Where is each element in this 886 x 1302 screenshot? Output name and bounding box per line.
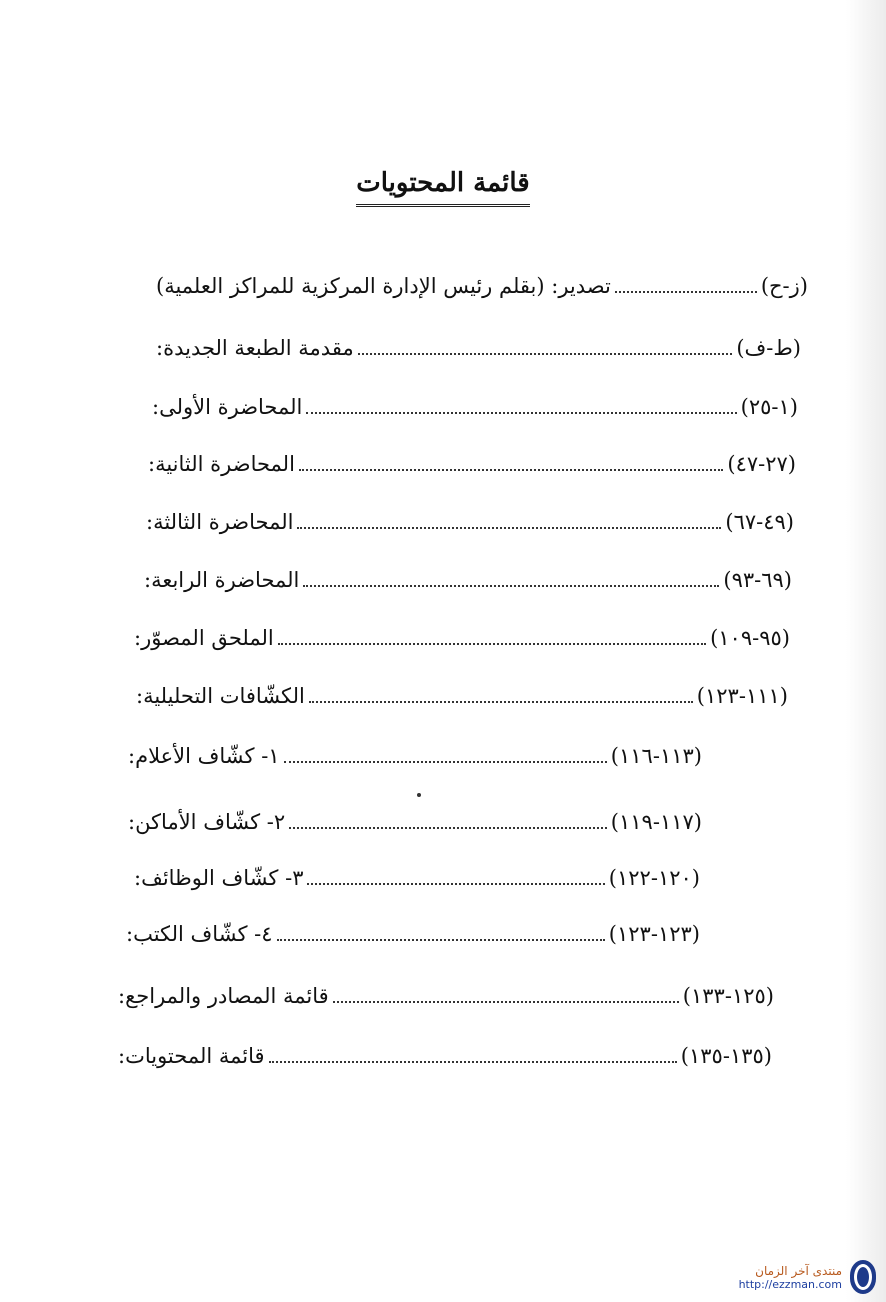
toc-entry	[150, 266, 812, 306]
toc-leader-dots	[303, 585, 719, 587]
watermark-url: http://ezzman.com	[738, 1277, 842, 1291]
toc-entry-label: الملحق المصوّر:	[134, 626, 274, 650]
toc-entry	[142, 444, 800, 484]
toc-entry-pages: (١٢٣-١٢٣)	[608, 922, 700, 946]
toc-entry-pages: (١٢٥-١٣٣)	[682, 984, 774, 1008]
toc-entry	[150, 328, 805, 368]
toc-entry-label: قائمة المحتويات:	[118, 1044, 265, 1068]
toc-leader-dots	[297, 527, 721, 529]
toc-entry	[112, 976, 778, 1016]
toc-entry-label: مقدمة الطبعة الجديدة:	[156, 336, 354, 360]
toc-entry-label: قائمة المصادر والمراجع:	[118, 984, 329, 1008]
watermark-brand: منتدى آخر الزمان	[755, 1263, 842, 1278]
toc-entry	[146, 387, 802, 427]
toc-entry-pages: (١١٧-١١٩)	[610, 810, 702, 834]
toc-leader-dots	[289, 827, 607, 829]
watermark-text	[739, 1264, 842, 1291]
toc-entry-pages: (١١٣-١١٦)	[610, 744, 702, 768]
toc-entry	[120, 914, 704, 954]
toc-entry-label: المحاضرة الأولى:	[152, 395, 303, 419]
toc-entry	[122, 736, 706, 776]
toc-entry-pages: (١٣٥-١٣٥)	[680, 1044, 772, 1068]
toc-leader-dots	[615, 291, 757, 293]
toc-entry	[140, 502, 798, 542]
toc-leader-dots	[333, 1001, 679, 1003]
toc-entry-pages: (٢٧-٤٧)	[727, 452, 796, 476]
toc-entry-pages: (١٢٠-١٢٢)	[608, 866, 700, 890]
toc-entry-label: المحاضرة الرابعة:	[144, 568, 300, 592]
toc-entry-label: المحاضرة الثالثة:	[146, 510, 294, 534]
toc-entry-label: ٣- كشّاف الوظائف:	[134, 866, 304, 890]
toc-entry	[112, 1036, 776, 1076]
watermark	[739, 1260, 876, 1294]
toc-entry	[122, 802, 706, 842]
toc-entry	[128, 858, 704, 898]
toc-entry-pages: (٩٥-١٠٩)	[710, 626, 790, 650]
toc-entry	[130, 676, 792, 716]
toc-entry-pages: (٦٩-٩٣)	[723, 568, 792, 592]
toc-entry-pages: (ز-ح)	[760, 274, 808, 298]
forum-logo-icon	[850, 1260, 876, 1294]
page-title	[0, 168, 886, 207]
toc-leader-dots	[278, 643, 706, 645]
page-title-text: قائمة المحتويات	[356, 168, 529, 207]
scan-speck	[417, 793, 421, 797]
toc-leader-dots	[269, 1061, 677, 1063]
toc-entry-label: تصدير: (بقلم رئيس الإدارة المركزية للمراكز العلمية)	[156, 274, 611, 298]
toc-leader-dots	[299, 469, 723, 471]
toc-entry	[138, 560, 796, 600]
toc-leader-dots	[358, 353, 733, 355]
toc-entry-pages: (٤٩-٦٧)	[725, 510, 794, 534]
toc-leader-dots	[284, 761, 607, 763]
toc-entry-pages: (ط-ف)	[736, 336, 801, 360]
toc-leader-dots	[277, 939, 605, 941]
toc-entry-label: الكشّافات التحليلية:	[136, 684, 305, 708]
toc-entry-pages: (١١١-١٢٣)	[696, 684, 788, 708]
toc-entry-label: المحاضرة الثانية:	[148, 452, 295, 476]
toc-entry	[128, 618, 794, 658]
toc-leader-dots	[309, 701, 693, 703]
toc-entry-label: ١- كشّاف الأعلام:	[128, 744, 280, 768]
toc-entry-pages: (١-٢٥)	[740, 395, 798, 419]
toc-entry-label: ٢- كشّاف الأماكن:	[128, 810, 286, 834]
toc-leader-dots	[306, 412, 736, 414]
toc-leader-dots	[307, 883, 604, 885]
toc-entry-label: ٤- كشّاف الكتب:	[126, 922, 273, 946]
